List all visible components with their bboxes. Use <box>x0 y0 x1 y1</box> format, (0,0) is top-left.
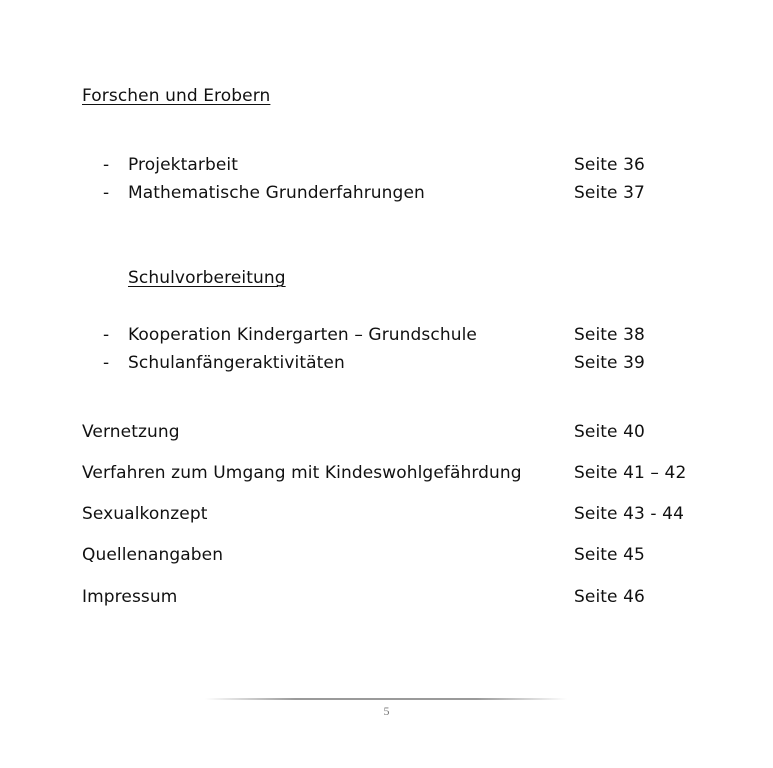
toc-entry-page: Seite 40 <box>574 422 645 442</box>
toc-entry-label: Verfahren zum Umgang mit Kindeswohlgefährdung <box>82 463 522 483</box>
toc-entry-label: Mathematische Grunderfahrungen <box>128 183 425 203</box>
toc-entry-label: Projektarbeit <box>128 155 239 175</box>
section-heading-forschen: Forschen und Erobern <box>82 86 271 106</box>
bullet-dash: - <box>103 183 110 203</box>
toc-entry-page: Seite 39 <box>574 353 645 373</box>
toc-entry-label: Vernetzung <box>82 422 180 442</box>
toc-entry-label: Impressum <box>82 587 178 607</box>
toc-entry-label: Kooperation Kindergarten – Grundschule <box>128 325 477 345</box>
toc-entry-page: Seite 45 <box>574 545 645 565</box>
toc-entry-label: Sexualkonzept <box>82 504 208 524</box>
bullet-dash: - <box>103 325 110 345</box>
toc-entry-page: Seite 41 – 42 <box>574 463 687 483</box>
toc-entry-page: Seite 36 <box>574 155 645 175</box>
toc-entry-page: Seite 46 <box>574 587 645 607</box>
bullet-dash: - <box>103 155 110 175</box>
toc-entry-label: Schulanfängeraktivitäten <box>128 353 345 373</box>
section-heading-schulvorbereitung: Schulvorbereitung <box>128 268 286 288</box>
page-number: 5 <box>383 704 390 718</box>
toc-entry-page: Seite 43 - 44 <box>574 504 685 524</box>
toc-entry-page: Seite 37 <box>574 183 645 203</box>
bullet-dash: - <box>103 353 110 373</box>
toc-entry-page: Seite 38 <box>574 325 645 345</box>
toc-entry-label: Quellenangaben <box>82 545 224 565</box>
footer-divider <box>205 698 567 700</box>
